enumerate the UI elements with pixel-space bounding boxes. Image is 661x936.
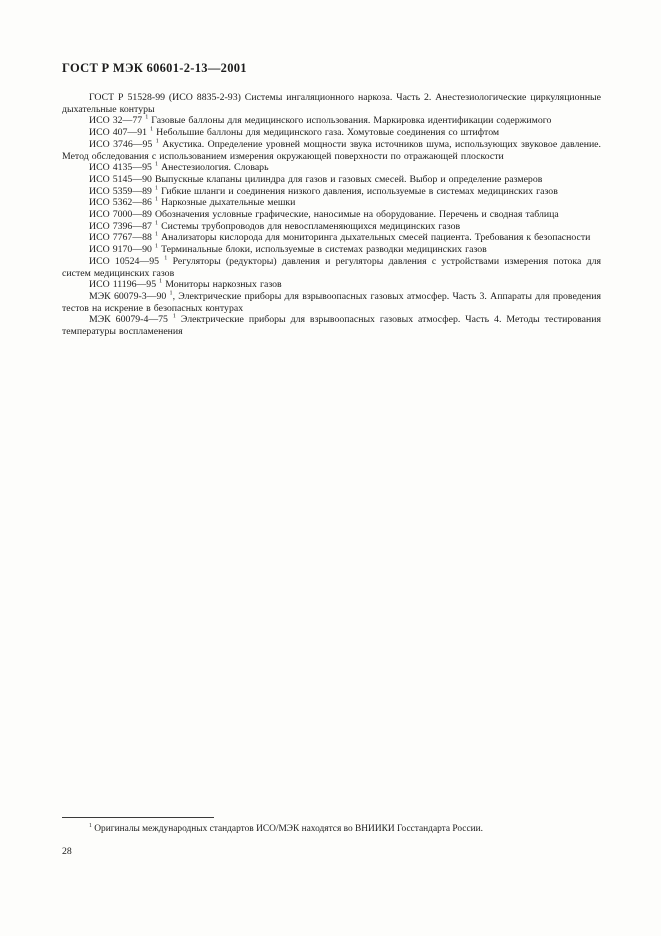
reference-item: ИСО 5362—86 $^1$ Наркозные дыхательные мешки xyxy=(89,197,296,209)
reference-item: МЭК 60079-3—90 $^1$, Электрические приборы для взрывоопасных газовых атмосфер. Часть 3. Аппараты для проведения тестов на искрение в безопасных контурах xyxy=(62,290,602,314)
footnote-reference-mark: 1 xyxy=(169,290,173,297)
references-list xyxy=(62,92,601,338)
reference-item: ИСО 32—77 $^1$ Газовые баллоны для медицинского использования. Маркировка идентификации содержимого xyxy=(89,115,552,127)
reference-label: ИСО 4135—95 xyxy=(89,162,152,174)
footnote-body: Оригиналы международных стандартов ИСО/МЭК находятся во ВНИИКИ Госстандарта России. xyxy=(94,824,483,834)
reference-item: ГОСТ Р 51528-99 (ИСО 8835-2-93) Системы ингаляционного наркоза. Часть 2. Анестезиологические циркуляционные дыхательные контуры xyxy=(62,92,601,115)
reference-label: МЭК 60079-4—75 xyxy=(89,314,168,326)
reference-label: ИСО 11196—95 xyxy=(89,279,157,291)
reference-item: ИСО 9170—90 $^1$ Терминальные блоки, используемые в системах разводки медицинских газов xyxy=(89,243,487,256)
footnote-reference-mark: 1 xyxy=(154,243,159,250)
footnote-reference-mark: 1 xyxy=(145,115,149,122)
footnote-reference-mark: 1 xyxy=(172,314,176,321)
document-title: ГОСТ Р МЭК 60601-2-13—2001 xyxy=(62,61,247,75)
reference-item: ИСО 5359—89 $^1$ Гибкие шланги и соединения низкого давления, используемые в системах медицинских газов xyxy=(89,185,558,197)
reference-item: МЭК 60079-4—75 $^1$ Электрические приборы для взрывоопасных газовых атмосфер. Часть 4. Методы тестирования температуры воспламенения xyxy=(62,314,601,338)
footnote-reference-mark: 1 xyxy=(164,255,168,262)
footnote-reference-mark: 1 xyxy=(154,232,159,239)
reference-item: ИСО 5145—90 Выпускные клапаны цилиндра для газов и газовых смесей. Выбор и определение размеров xyxy=(89,173,543,185)
reference-label: ИСО 407—91 xyxy=(89,127,148,139)
reference-item: ИСО 10524—95 $^1$ Регуляторы (редукторы) давления и регуляторы давления с устройствами измерения потока для систем медицинских газов xyxy=(62,255,601,279)
footnote-reference-mark: 1 xyxy=(155,138,159,145)
reference-label: ИСО 5362—86 xyxy=(89,197,152,209)
reference-label: ИСО 3746—95 xyxy=(89,138,153,150)
reference-label: ИСО 10524—95 xyxy=(89,255,160,267)
footnote-marker: 1 xyxy=(89,822,92,829)
reference-label: ИСО 9170—90 xyxy=(89,244,152,256)
footnote-block xyxy=(62,817,601,836)
reference-item: ИСО 7767—88 $^1$ Анализаторы кислорода для мониторинга дыхательных смесей пациента. Требования к безопасности xyxy=(89,232,591,244)
reference-label: ИСО 7396—87 xyxy=(89,220,152,232)
footnote-separator xyxy=(62,817,214,818)
reference-label: МЭК 60079-3—90 xyxy=(89,290,167,302)
reference-item: ИСО 11196—95 $^1$ Мониторы наркозных газов xyxy=(89,278,282,291)
footnote-reference-mark: 1 xyxy=(154,197,159,204)
reference-item: ИСО 7396—87 $^1$ Системы трубопроводов для невоспламеняющихся медицинских газов xyxy=(89,220,461,232)
reference-label: ИСО 32—77 xyxy=(89,115,143,127)
reference-label: ИСО 5359—89 xyxy=(89,185,152,197)
reference-label: ИСО 7000—89 xyxy=(89,209,152,221)
reference-label: ГОСТ Р 51528-99 (ИСО 8835-2-93) xyxy=(89,92,241,103)
reference-item: ИСО 3746—95 $^1$ Акустика. Определение уровней мощности звука источников шума, использующих звуковое давление. Метод обследования с использованием измерения окружающей поверхности по отражающей плоскости xyxy=(62,138,601,162)
reference-item: ИСО 407—91 $^1$ Небольшие баллоны для медицинского газа. Хомутовые соединения со штифтом xyxy=(89,126,500,139)
footnote-reference-mark: 1 xyxy=(154,161,159,168)
reference-label: ИСО 5145—90 xyxy=(89,173,152,185)
reference-item: ИСО 7000—89 Обозначения условные графические, наносимые на оборудование. Перечень и сводная таблица xyxy=(89,209,559,221)
footnote-reference-mark: 1 xyxy=(159,278,163,285)
footnote-reference-mark: 1 xyxy=(150,126,154,133)
reference-label: ИСО 7767—88 xyxy=(89,232,152,244)
footnote-text xyxy=(62,824,601,836)
footnote-reference-mark: 1 xyxy=(154,185,159,192)
page-number: 28 xyxy=(62,846,72,857)
footnote-reference-mark: 1 xyxy=(154,220,159,227)
reference-item: ИСО 4135—95 $^1$ Анестезиология. Словарь xyxy=(89,161,269,174)
